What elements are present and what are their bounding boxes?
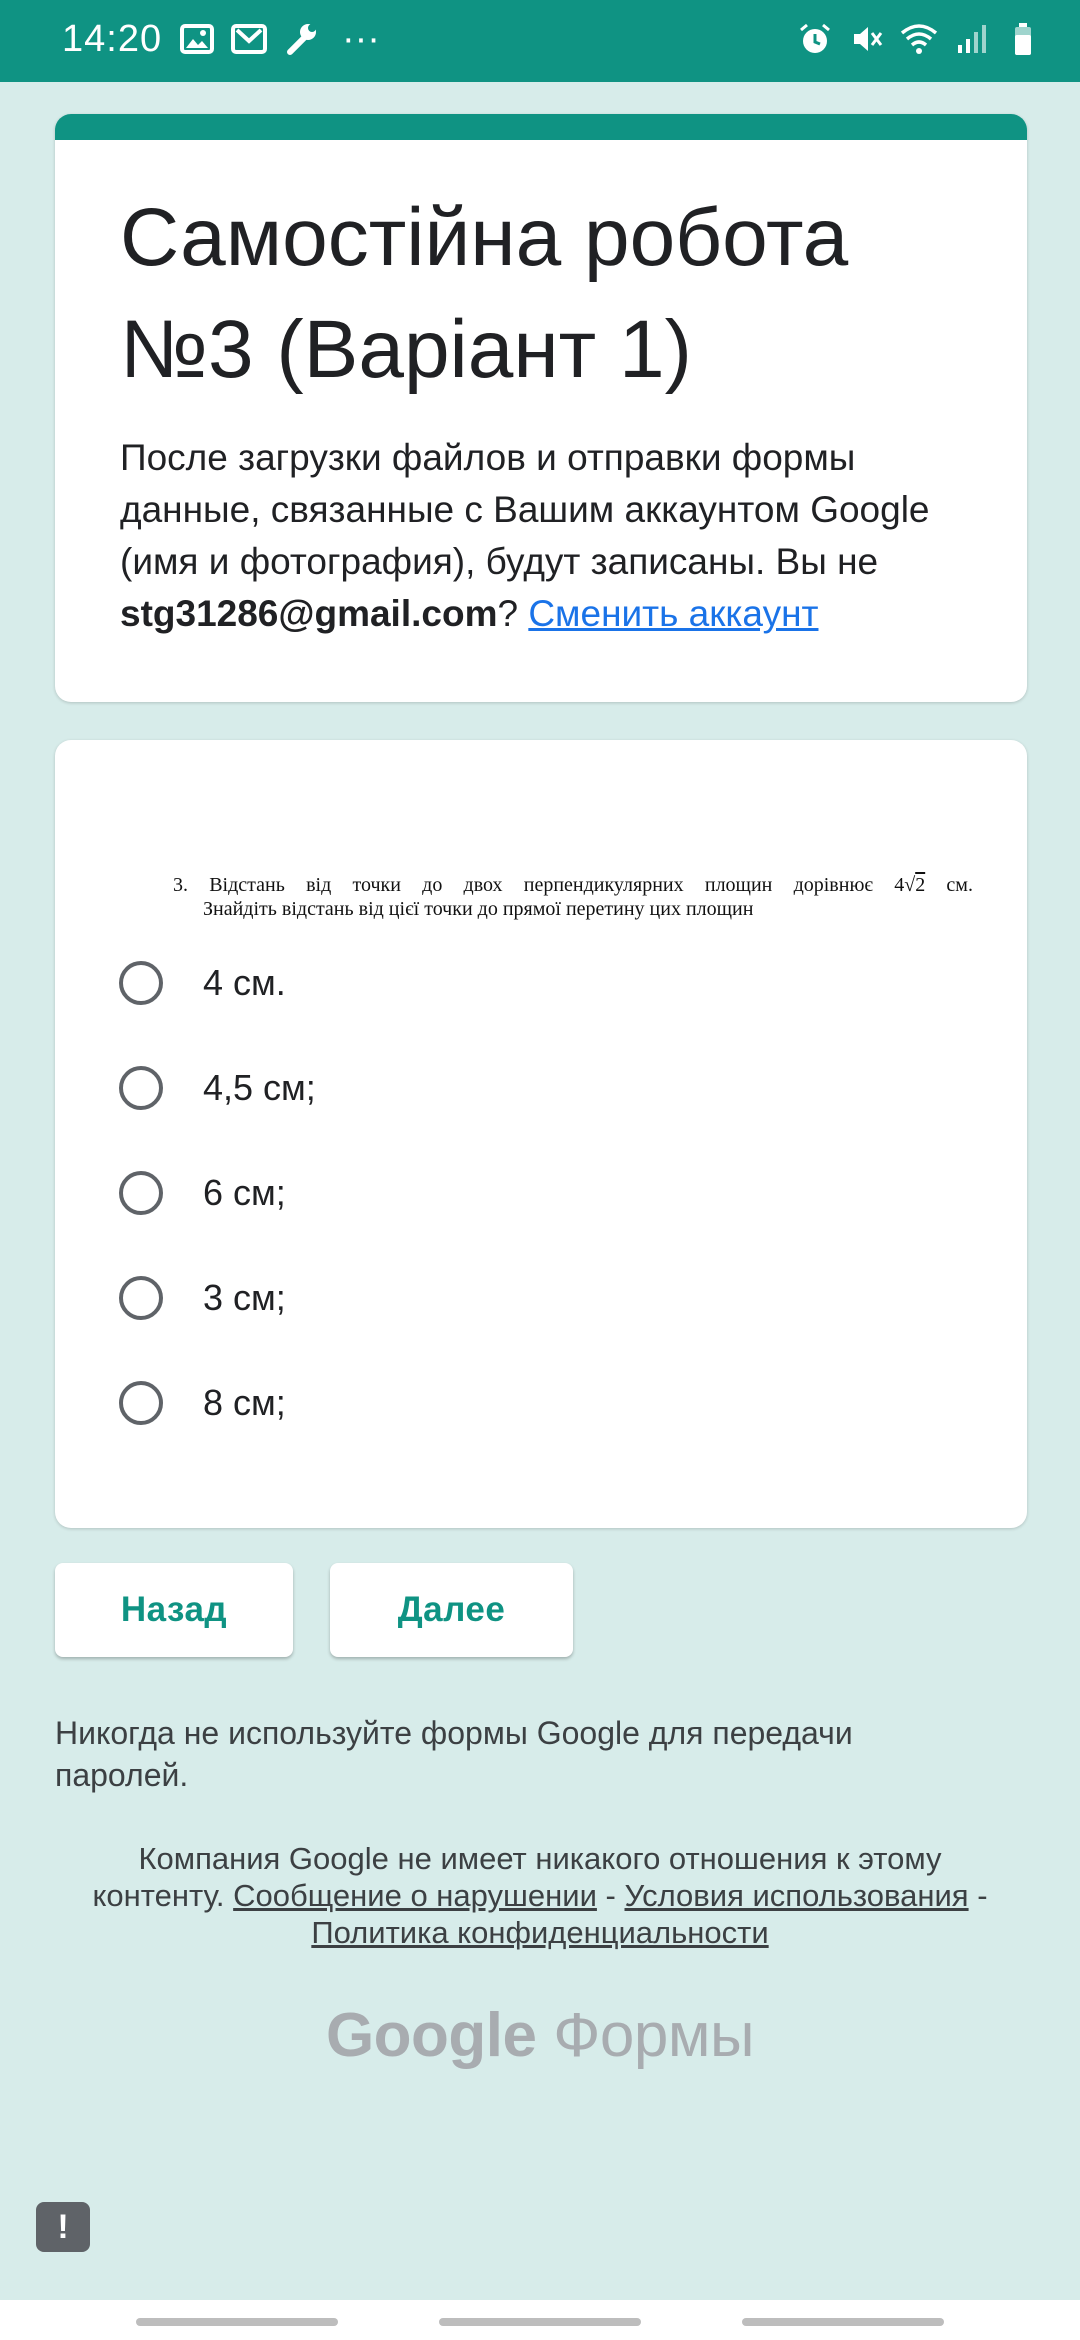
value-radicand: 2 (915, 874, 926, 896)
mute-icon (848, 20, 886, 58)
question-line-1 (173, 873, 973, 897)
notification-icons (178, 20, 380, 58)
question-number: 3. (173, 874, 188, 896)
logo-google-text: Google (325, 2001, 537, 2070)
question-image (173, 873, 973, 921)
option-label: 4,5 см; (203, 1066, 316, 1108)
notice-question-mark: ? (497, 593, 519, 634)
disclaimer-text: Компания Google не имеет никакого отношения к этому контенту. (92, 1841, 942, 1913)
alarm-icon (796, 20, 834, 58)
question-word: до (422, 874, 443, 896)
back-button[interactable]: Назад (55, 1563, 293, 1657)
status-time: 14:20 (62, 18, 163, 60)
footer-separator: - (605, 1878, 616, 1913)
gesture-handle-right[interactable] (742, 2318, 944, 2326)
image-icon (178, 20, 216, 58)
gesture-handle-center[interactable] (439, 2318, 641, 2326)
gesture-bar (0, 2300, 1080, 2340)
feedback-icon[interactable]: ! (36, 2202, 90, 2252)
option-label: 8 см; (203, 1381, 286, 1423)
radio-button[interactable] (119, 1276, 163, 1320)
password-warning: Никогда не используйте формы Google для передачи паролей. (55, 1715, 853, 1793)
system-icons (796, 20, 1042, 58)
notice-text: После загрузки файлов и отправки формы данные, связанные с Вашим аккаунтом Google (имя и фотография), будут записаны. Вы не (120, 437, 930, 582)
battery-icon (1004, 20, 1042, 58)
account-notice (120, 432, 1000, 640)
privacy-link[interactable]: Политика конфиденциальности (311, 1915, 769, 1950)
answer-option[interactable] (119, 1245, 979, 1350)
account-email: stg31286@gmail.com (120, 593, 498, 634)
gesture-handle-left[interactable] (136, 2318, 338, 2326)
question-word: дорівнює (793, 874, 873, 896)
signal-icon (952, 20, 990, 58)
radio-button[interactable] (119, 1171, 163, 1215)
answer-option[interactable] (119, 1140, 979, 1245)
answer-option[interactable] (119, 930, 979, 1035)
question-word: площин (704, 874, 773, 896)
radio-button[interactable] (119, 1066, 163, 1110)
answer-option[interactable] (119, 1350, 979, 1455)
switch-account-link[interactable]: Сменить аккаунт (528, 593, 819, 634)
answer-option[interactable] (119, 1035, 979, 1140)
report-abuse-link[interactable]: Сообщение о нарушении (233, 1878, 597, 1913)
question-word: двох (463, 874, 503, 896)
question-card (55, 740, 1027, 1528)
google-forms-logo[interactable] (0, 2000, 1080, 2071)
terms-link[interactable]: Условия использования (624, 1878, 969, 1913)
answer-options (119, 930, 979, 1455)
logo-product-text: Формы (553, 2001, 755, 2070)
question-unit: см. (946, 874, 973, 896)
value-root: 4√ (894, 874, 916, 896)
status-bar (0, 0, 1080, 82)
radio-button[interactable] (119, 961, 163, 1005)
option-label: 4 см. (203, 961, 286, 1003)
disclaimer (80, 1840, 1000, 1951)
option-label: 3 см; (203, 1276, 286, 1318)
question-word: Відстань (209, 874, 285, 896)
wifi-icon (900, 20, 938, 58)
form-title: Самостійна робота №3 (Варіант 1) (120, 192, 849, 395)
option-label: 6 см; (203, 1171, 286, 1213)
question-word: від (306, 874, 332, 896)
next-button[interactable]: Далее (330, 1563, 573, 1657)
header-accent-bar (55, 114, 1027, 140)
radio-button[interactable] (119, 1381, 163, 1425)
gmail-icon (230, 20, 268, 58)
question-word: точки (352, 874, 401, 896)
more-notifications-icon: ··· (342, 18, 380, 60)
footer-separator: - (977, 1878, 988, 1913)
question-value (894, 873, 925, 897)
question-word: перпендикулярних (523, 874, 684, 896)
question-line-2: Знайдіть відстань від цієї точки до прямої перетину цих площин (203, 898, 754, 920)
wrench-icon (282, 20, 320, 58)
form-header-card (55, 114, 1027, 702)
